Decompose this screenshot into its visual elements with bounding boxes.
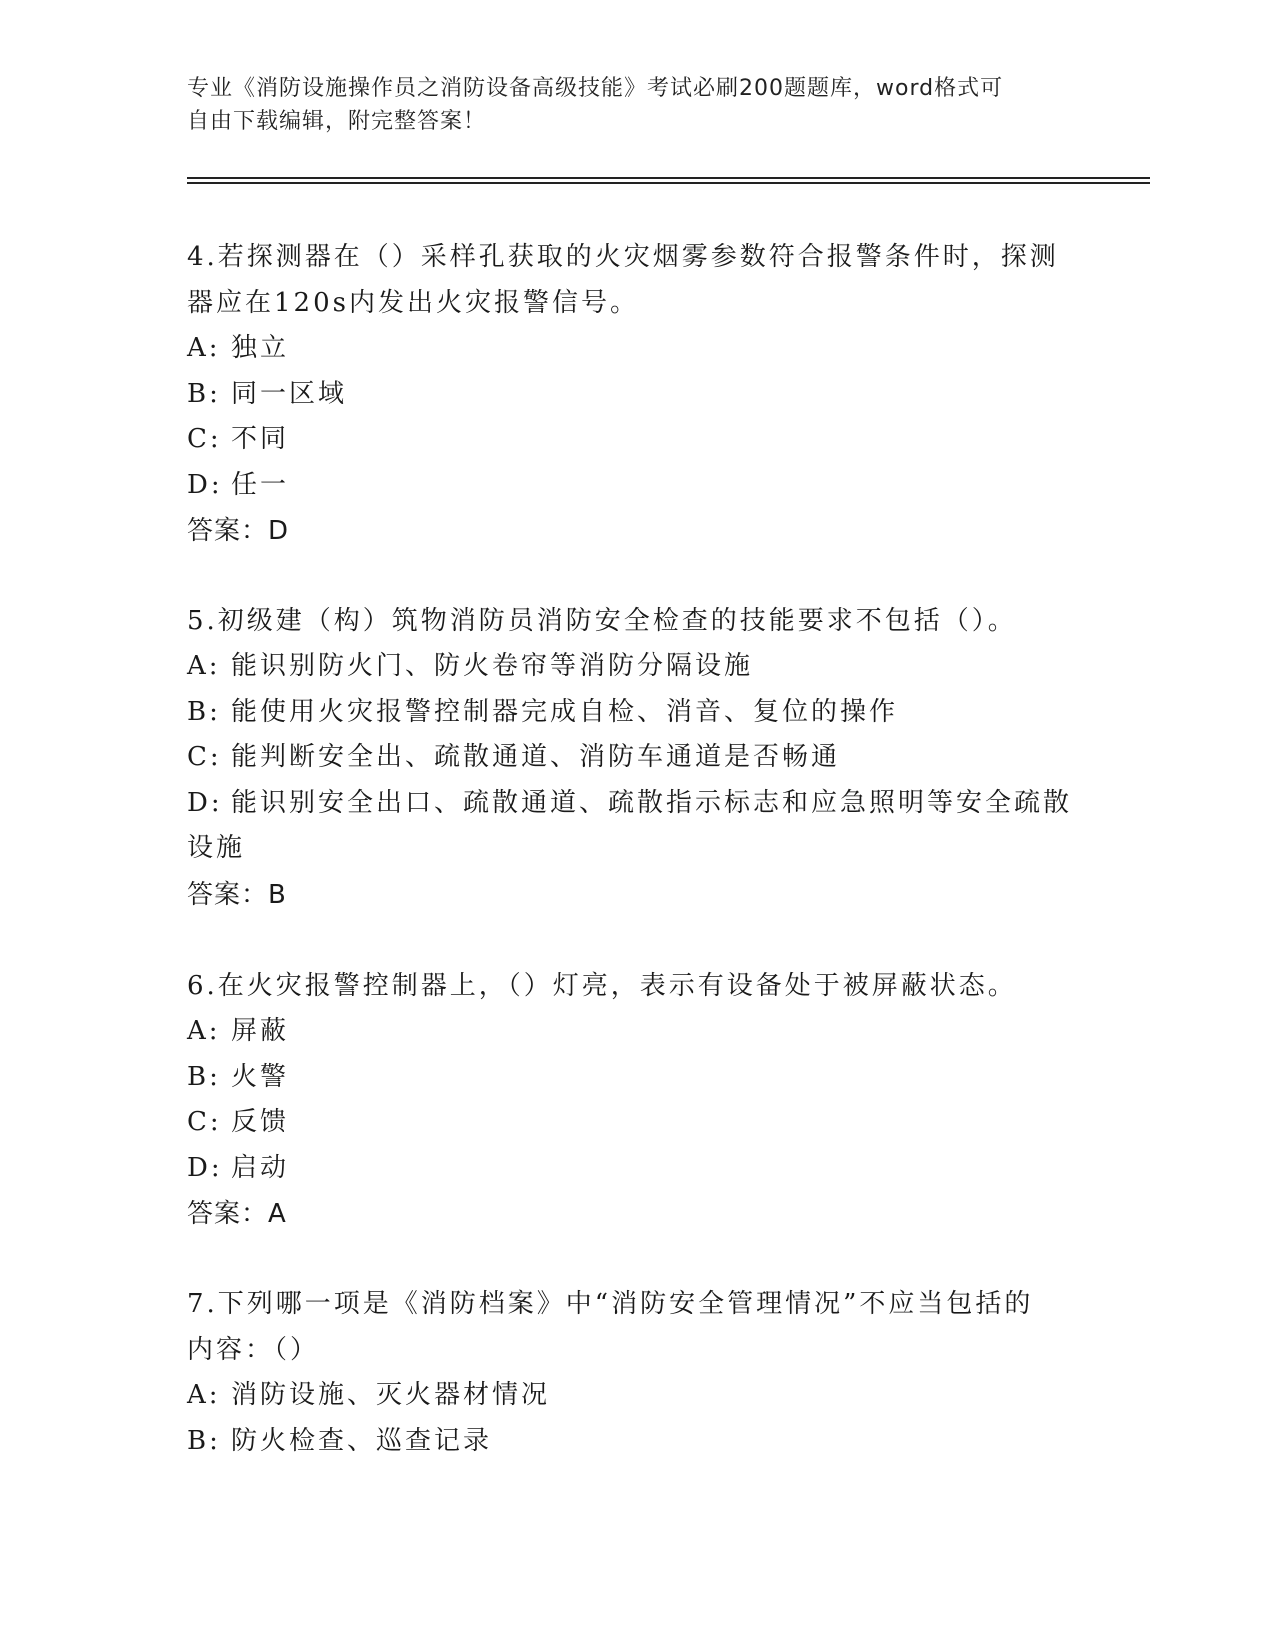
stem-line: 7.下列哪一项是《消防档案》中“消防安全管理情况”不应当包括的 [187, 1289, 1034, 1319]
option-text: 任一 [231, 469, 290, 500]
option-a [187, 1009, 1087, 1055]
question-6 [187, 963, 1087, 1237]
answer-line: 答案：D [187, 516, 290, 546]
option-c [187, 735, 1087, 781]
option-text: 不同 [231, 424, 290, 454]
option-text: 反馈 [231, 1107, 290, 1137]
option-text: 能判断安全出、疏散通道、消防车通道是否畅通 [231, 742, 841, 772]
option-b [187, 1055, 1087, 1101]
option-a [187, 644, 1087, 690]
stem-line: 5.初级建（构）筑物消防员消防安全检查的技能要求不包括（）。 [187, 606, 1017, 636]
option-text: 同一区域 [231, 378, 348, 409]
option-text: 火警 [231, 1061, 290, 1092]
option-text: 能识别安全出口、疏散通道、疏散指示标志和应急照明等安全疏散设施 [187, 787, 1073, 863]
option-text: 消防设施、灭火器材情况 [231, 1380, 551, 1410]
option-letter: A: [187, 1380, 221, 1410]
option-a [187, 1373, 1087, 1419]
option-letter: C: [187, 424, 222, 454]
stem-line: 6.在火灾报警控制器上，（）灯亮，表示有设备处于被屏蔽状态。 [187, 971, 1017, 1001]
option-letter: D: [187, 469, 223, 500]
option-b [187, 690, 1087, 736]
header-divider-bottom [187, 182, 1150, 184]
option-d [187, 781, 1087, 872]
option-letter: C: [187, 742, 222, 772]
stem-line: 4.若探测器在（）采样孔获取的火灾烟雾参数符合报警条件时，探测 [187, 242, 1059, 272]
document-header [187, 72, 1057, 138]
option-c [187, 417, 1087, 463]
question-7 [187, 1281, 1087, 1464]
option-b [187, 1419, 1087, 1465]
answer-line: 答案：A [187, 1199, 287, 1229]
header-divider-top [187, 177, 1150, 179]
stem-line: 内容：（） [187, 1335, 320, 1365]
question-stem [187, 234, 1087, 326]
option-letter: B: [187, 1425, 221, 1456]
question-5 [187, 598, 1087, 918]
option-text: 防火检查、巡查记录 [231, 1425, 493, 1456]
option-text: 独立 [231, 333, 290, 363]
option-text: 屏蔽 [231, 1016, 290, 1046]
option-letter: D: [187, 1152, 223, 1183]
option-d [187, 1146, 1087, 1192]
option-text: 能识别防火门、防火卷帘等消防分隔设施 [231, 651, 754, 681]
option-b [187, 372, 1087, 418]
stem-line: 器应在120s内发出火灾报警信号。 [187, 288, 639, 318]
option-letter: D: [187, 787, 223, 818]
option-letter: B: [187, 696, 221, 727]
option-d [187, 463, 1087, 509]
option-a [187, 326, 1087, 372]
option-text: 能使用火灾报警控制器完成自检、消音、复位的操作 [231, 696, 899, 727]
answer-line: 答案：B [187, 879, 287, 910]
header-line-2: 自由下载编辑，附完整答案！ [187, 109, 487, 134]
question-stem [187, 1281, 1087, 1373]
option-letter: C: [187, 1107, 222, 1137]
option-letter: B: [187, 1061, 221, 1092]
question-stem [187, 598, 1087, 644]
option-letter: A: [187, 1016, 221, 1046]
option-c [187, 1100, 1087, 1146]
option-letter: B: [187, 378, 221, 409]
question-4 [187, 234, 1087, 554]
option-letter: A: [187, 333, 221, 363]
option-letter: A: [187, 651, 221, 681]
question-stem [187, 963, 1087, 1009]
header-line-1: 专业《消防设施操作员之消防设备高级技能》考试必刷200题题库，word格式可 [187, 76, 1004, 101]
option-text: 启动 [231, 1152, 290, 1183]
